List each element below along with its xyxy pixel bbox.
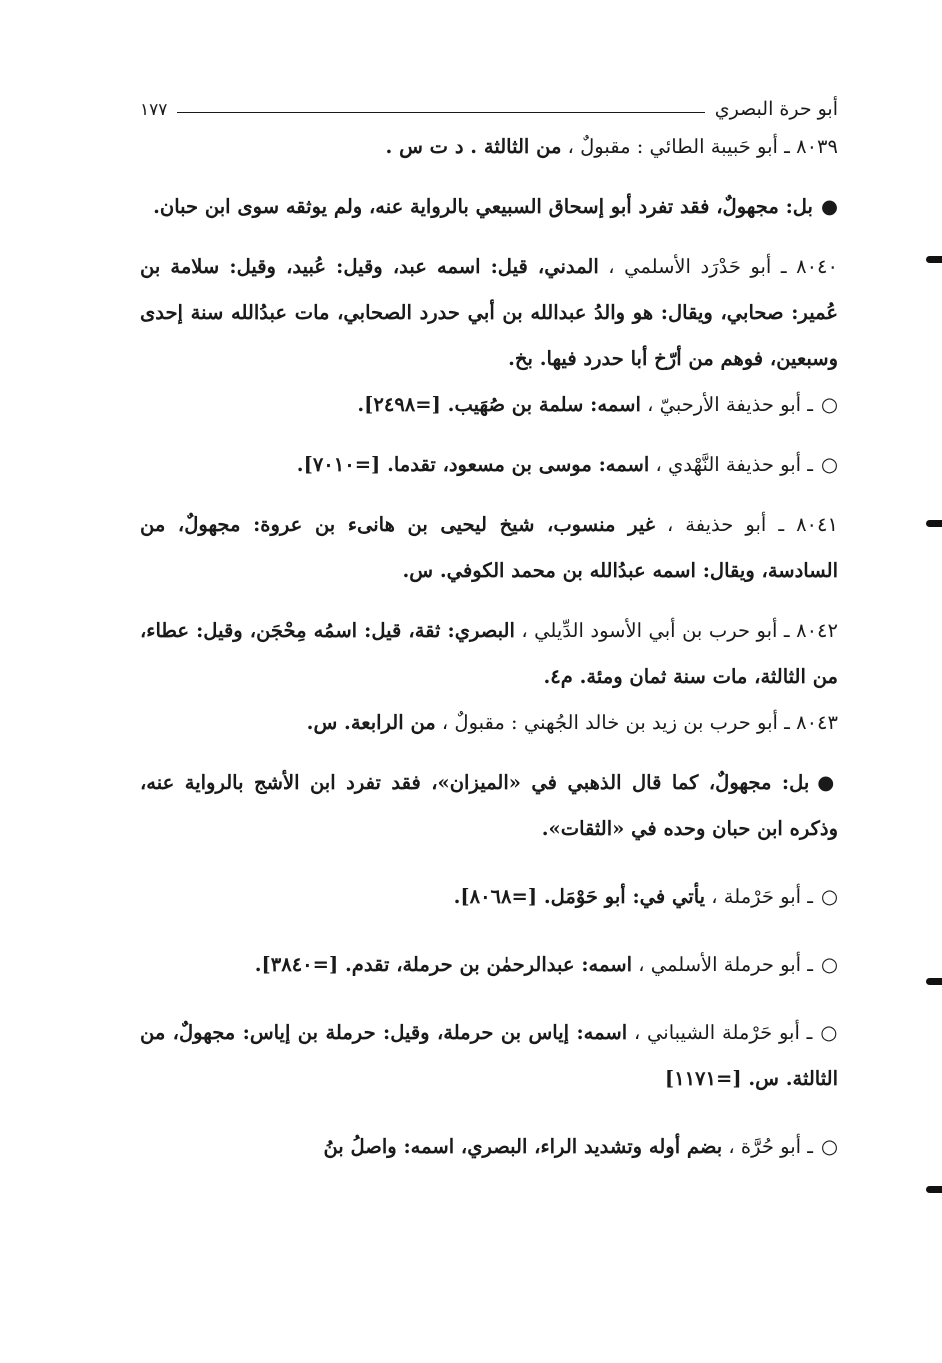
entry-plain-text: ٨٠٣٩ ـ أبو حَبيبة الطائي : مقبولٌ ، bbox=[561, 135, 838, 158]
entry-comment-1 bbox=[140, 184, 838, 230]
entry-bold-text: اسمه: موسى بن مسعود، تقدما. [=٧٠١٠]. bbox=[296, 453, 650, 476]
circle-icon: ○ bbox=[820, 885, 838, 908]
page-number: ١٧٧ bbox=[140, 100, 168, 120]
entry-bold-text: المدني، قيل: اسمه عبد، وقيل: عُبيد، وقيل: سلامة بن عُمير: صحابي، ويقال: هو والدُ عبدالله بن أبي حدرد الصحابي، مات عبدُالله سنة إحدى وسبعين، فوهم من أرّخ أبا حدرد فيها. بخ. bbox=[140, 255, 838, 370]
entry-bold-text: بل: مجهولٌ، فقد تفرد أبو إسحاق السبيعي بالرواية عنه، ولم يوثقه سوى ابن حبان. bbox=[153, 195, 813, 218]
bullet-icon: ● bbox=[820, 195, 838, 218]
entry-cross-ref-1 bbox=[140, 382, 838, 428]
entry-plain-text: ٨٠٤٣ ـ أبو حرب بن زيد بن خالد الجُهني : مقبولٌ ، bbox=[435, 711, 838, 734]
entry-bold-text: البصري: ثقة، قيل: اسمُه مِحْجَن، وقيل: عطاء، من الثالثة، مات سنة ثمان ومئة. م٤. bbox=[140, 619, 838, 688]
scan-edge-mark bbox=[926, 978, 942, 985]
entry-bold-text: اسمه: سلمة بن صُهَيب. [=٢٤٩٨]. bbox=[357, 393, 641, 416]
running-title: أبو حرة البصري bbox=[714, 98, 838, 120]
entry-bold-text: من الثالثة . د ت س . bbox=[385, 135, 562, 158]
entry-cross-ref-4 bbox=[140, 942, 838, 988]
entry-plain-text: ـ أبو حرملة الأسلمي ، bbox=[632, 953, 813, 976]
circle-icon: ○ bbox=[820, 953, 838, 976]
header-rule bbox=[177, 112, 704, 113]
entry-plain-text: ـ أبو حَرْملة ، bbox=[705, 885, 813, 908]
circle-icon: ○ bbox=[820, 453, 838, 476]
scan-edge-mark bbox=[926, 520, 942, 527]
entry-cross-ref-6 bbox=[140, 1124, 838, 1170]
entry-8041 bbox=[140, 502, 838, 594]
entry-plain-text: ـ أبو حُرَّة ، bbox=[722, 1135, 813, 1158]
entry-bold-text: اسمه: عبدالرحمٰن بن حرملة، تقدم. [=٣٨٤٠]. bbox=[254, 953, 633, 976]
entry-comment-2 bbox=[140, 760, 838, 852]
entry-plain-text: ٨٠٤١ ـ أبو حذيفة ، bbox=[654, 513, 838, 536]
entry-bold-text: غير منسوب، شيخ ليحيى بن هانىء بن عروة: مجهولٌ، من السادسة، ويقال: اسمه عبدُالله بن محمد الكوفي. س. bbox=[140, 513, 838, 582]
entry-plain-text: ـ أبو حَرْملة الشيباني ، bbox=[627, 1021, 813, 1044]
circle-icon: ○ bbox=[820, 393, 838, 416]
page-body bbox=[140, 88, 838, 1170]
entry-bold-text: يأتي في: أبو حَوْمَل. [=٨٠٦٨]. bbox=[453, 885, 706, 908]
bullet-icon: ● bbox=[817, 771, 839, 794]
entry-bold-text: اسمه: إياس بن حرملة، وقيل: حرملة بن إياس: مجهولٌ، من الثالثة. س. [=١١٧١] bbox=[140, 1021, 838, 1090]
entry-8040 bbox=[140, 244, 838, 382]
entry-cross-ref-2 bbox=[140, 442, 838, 488]
entry-bold-text: بل: مجهولٌ، كما قال الذهبي في «الميزان»، فقد تفرد ابن الأشج بالرواية عنه، وذكره ابن حبان وحده في «الثقات». bbox=[140, 771, 838, 840]
circle-icon: ○ bbox=[820, 1021, 839, 1044]
scan-edge-mark bbox=[926, 1186, 942, 1193]
entry-plain-text: ٨٠٤٢ ـ أبو حرب بن أبي الأسود الدِّيلي ، bbox=[514, 619, 838, 642]
entry-bold-text: من الرابعة. س. bbox=[306, 711, 436, 734]
scan-edge-mark bbox=[926, 256, 942, 263]
entry-8042 bbox=[140, 608, 838, 700]
entry-bold-text: بضم أوله وتشديد الراء، البصري، اسمه: واصلُ بنُ bbox=[323, 1135, 723, 1158]
entry-cross-ref-5 bbox=[140, 1010, 838, 1102]
circle-icon: ○ bbox=[820, 1135, 838, 1158]
entry-8043 bbox=[140, 700, 838, 746]
entry-plain-text: ٨٠٤٠ ـ أبو حَدْرَد الأسلمي ، bbox=[598, 255, 838, 278]
page-header bbox=[140, 88, 838, 120]
entry-cross-ref-3 bbox=[140, 874, 838, 920]
entry-plain-text: ـ أبو حذيفة الأرحبيّ ، bbox=[640, 393, 813, 416]
entry-8039 bbox=[140, 124, 838, 170]
entry-plain-text: ـ أبو حذيفة النَّهْدي ، bbox=[649, 453, 813, 476]
